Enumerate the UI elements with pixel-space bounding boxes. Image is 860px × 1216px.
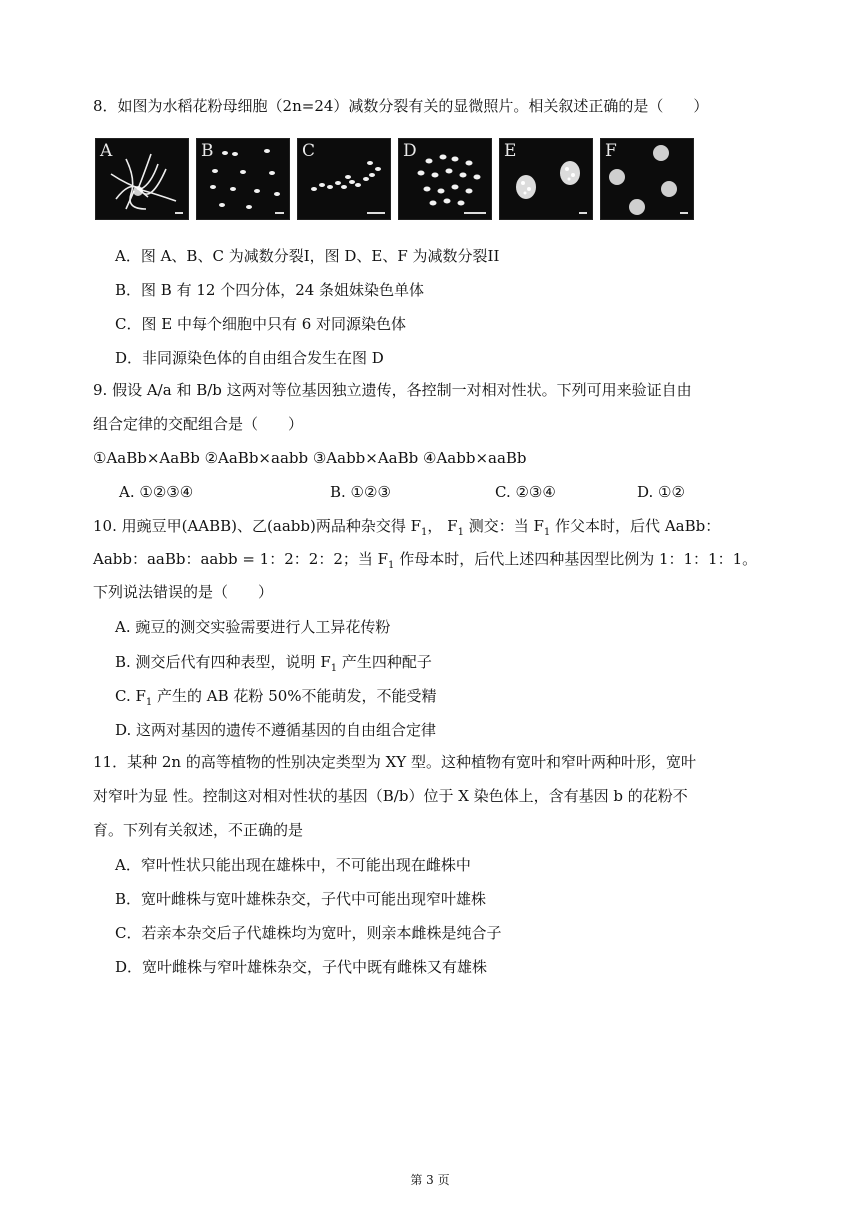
micrograph-a-label: A [100,141,113,161]
scale-bar [275,212,284,214]
scale-bar [367,212,385,214]
q8-option-a[interactable]: A．图 A、B、C 为减数分裂I，图 D、E、F 为减数分裂II [115,247,500,265]
q11-option-b[interactable]: B．宽叶雌株与宽叶雄株杂交，子代中可能出现窄叶雄株 [115,890,487,908]
q10-stem-line2: Aabb：aaBb：aabb = 1：2：2：2；当 $F_1$ 作母本时，后代上述四种基因型比例为 1：1：1：1。 [93,550,758,571]
micrograph-c-image [298,139,392,221]
q8-option-d[interactable]: D．非同源染色体的自由组合发生在图 D [115,349,384,367]
micrograph-strip [95,138,695,220]
micrograph-b [196,138,290,220]
q10-stem-line1: 10. 用豌豆甲(AABB)、乙(aabb)两品种杂交得 $F_1$， $F_1$ 测交：当 $F_1$ 作父本时，后代 AaBb： [93,517,721,538]
micrograph-a [95,138,189,220]
micrograph-e-label: E [504,141,517,161]
q11-option-a[interactable]: A．窄叶性状只能出现在雄株中，不可能出现在雌株中 [115,856,471,874]
scale-bar [680,212,688,214]
q10-option-b[interactable]: B. 测交后代有四种表型，说明 $F_1$ 产生四种配子 [115,653,432,674]
q11-stem-line3: 育。下列有关叙述，不正确的是 [93,821,304,839]
q9-crosses: ①AaBb×AaBb ②AaBb×aabb ③Aabb×AaBb ④Aabb×aaBb [93,449,527,467]
micrograph-d-label: D [403,141,417,161]
micrograph-e-image [500,139,594,221]
micrograph-f-image [601,139,695,221]
q8-option-b[interactable]: B．图 B 有 12 个四分体，24 条姐妹染色单体 [115,281,425,299]
page-number: 第 3 页 [410,1173,450,1187]
scale-bar [175,212,183,214]
micrograph-f [600,138,694,220]
micrograph-d [398,138,492,220]
micrograph-a-image [96,139,190,221]
q9-choice-c[interactable]: C. ②③④ [495,483,556,501]
q9-choice-d[interactable]: D. ①② [637,483,685,501]
q10-option-c[interactable]: C. $F_1$ 产生的 AB 花粉 50%不能萌发，不能受精 [115,687,437,708]
micrograph-e [499,138,593,220]
q11-option-c[interactable]: C．若亲本杂交后子代雄株均为宽叶，则亲本雌株是纯合子 [115,924,502,942]
scale-bar [579,212,587,214]
q10-stem-line3: 下列说法错误的是（ ） [93,583,274,601]
micrograph-c [297,138,391,220]
q11-stem-line2: 对窄叶为显 性。控制这对相对性状的基因（B/b）位于 X 染色体上，含有基因 b 的花粉不 [93,787,688,805]
q8-stem: 8．如图为水稻花粉母细胞（2n=24）减数分裂有关的显微照片。相关叙述正确的是（ ） [93,97,709,115]
q9-stem-line1: 9. 假设 A/a 和 B/b 这两对等位基因独立遗传，各控制一对相对性状。下列可用来验证自由 [93,381,692,399]
q9-choice-a[interactable]: A. ①②③④ [119,483,194,501]
q10-option-a[interactable]: A. 豌豆的测交实验需要进行人工异花传粉 [115,618,391,636]
q8-option-c[interactable]: C．图 E 中每个细胞中只有 6 对同源染色体 [115,315,407,333]
q9-choice-b[interactable]: B. ①②③ [330,483,391,501]
q10-option-d[interactable]: D. 这两对基因的遗传不遵循基因的自由组合定律 [115,721,437,739]
q11-option-d[interactable]: D．宽叶雌株与窄叶雄株杂交，子代中既有雌株又有雄株 [115,958,488,976]
micrograph-f-label: F [605,141,617,161]
micrograph-d-image [399,139,493,221]
micrograph-c-label: C [302,141,316,161]
q11-stem-line1: 11．某种 2n 的高等植物的性别决定类型为 XY 型。这种植物有宽叶和窄叶两种叶形，宽叶 [93,753,696,771]
q9-stem-line2: 组合定律的交配组合是（ ） [93,415,304,433]
micrograph-b-image [197,139,291,221]
scale-bar [464,212,486,214]
micrograph-b-label: B [201,141,214,161]
